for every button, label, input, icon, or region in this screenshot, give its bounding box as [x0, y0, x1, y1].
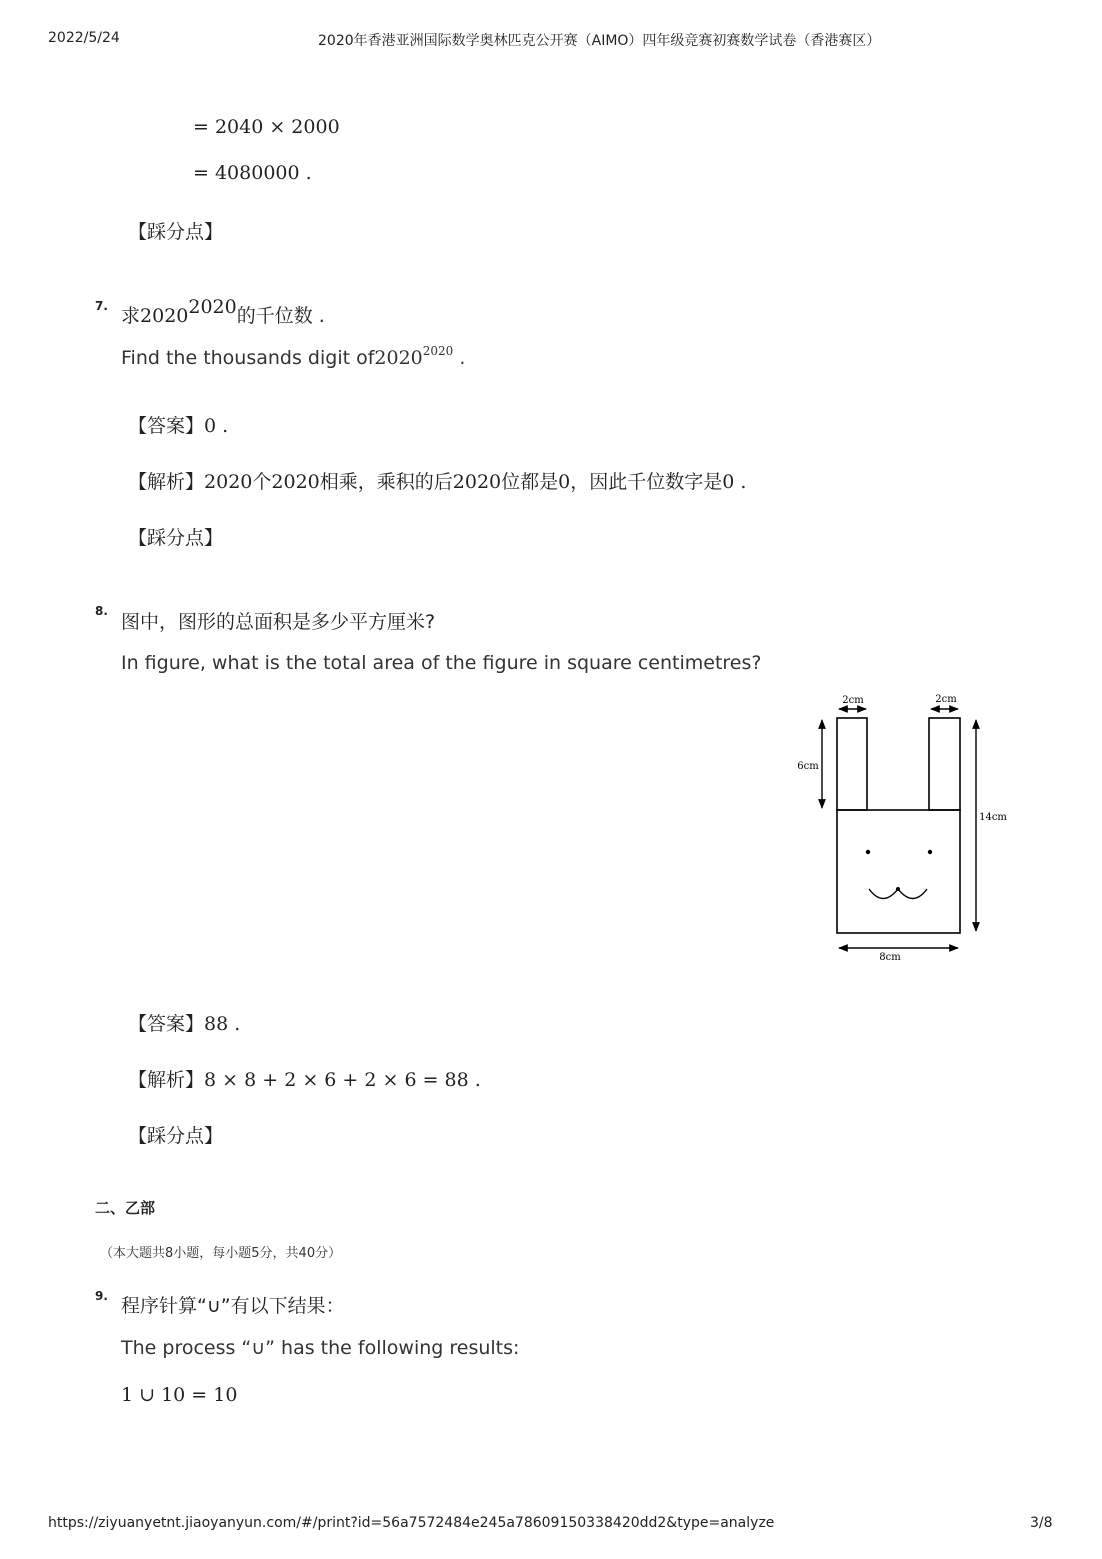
question-7-en: [121, 344, 466, 369]
continuation-line-2: = 4080000 .: [193, 162, 312, 184]
continuation-line-1: = 2040 × 2000: [193, 116, 340, 138]
ear-height-label: 6cm: [797, 761, 819, 772]
left-ear-rect: [837, 718, 867, 810]
q8-analysis-equation: 8 × 8 + 2 × 6 + 2 × 6 = 88 .: [204, 1069, 481, 1091]
q7-analysis: [128, 467, 746, 494]
left-eye-dot: [866, 850, 870, 854]
q7-analysis-num4: 0: [558, 471, 571, 493]
body-width-label: 8cm: [879, 952, 901, 963]
q7-analysis-text3: 位都是: [501, 471, 559, 493]
q7-analysis-text4: ，因此千位数字是: [570, 471, 723, 493]
question-number-9: 9.: [95, 1289, 108, 1303]
question-number-7: 7.: [95, 299, 108, 313]
analysis-tag: 【解析】: [128, 1069, 205, 1091]
total-height-label: 14cm: [979, 812, 1007, 823]
question-9-zh: 程序针算“∪”有以下结果：: [121, 1295, 345, 1317]
q7-analysis-num2: 2020: [271, 471, 320, 493]
question-8-en: In figure, what is the total area of the figure in square centimetres?: [121, 652, 762, 674]
q7-en-suffix: .: [453, 347, 466, 369]
rabbit-figure: [780, 688, 1020, 968]
q9-equation-1: 1 ∪ 10 = 10: [121, 1384, 238, 1406]
right-eye-dot: [928, 850, 932, 854]
section-2-note: （本大题共8小题，每小题5分，共40分）: [100, 1246, 342, 1261]
q7-analysis-num5: 0 .: [722, 471, 747, 493]
q7-zh-prefix: 求: [121, 305, 141, 327]
question-9-en: The process “∪” has the following results:: [121, 1337, 520, 1359]
q7-analysis-text2: 相乘，乘积的后: [319, 471, 453, 493]
left-ear-width-label: 2cm: [842, 695, 864, 706]
q8-answer: [128, 1009, 240, 1036]
scoring-points-tag: 【踩分点】: [128, 221, 224, 243]
q7-en-prefix: Find the thousands digit of: [121, 347, 375, 369]
right-ear-width-label: 2cm: [935, 694, 957, 705]
q7-zh-suffix: 的千位数 .: [236, 305, 325, 327]
header-date: 2022/5/24: [48, 30, 120, 46]
scoring-points-tag: 【踩分点】: [128, 527, 224, 549]
q7-answer: [128, 411, 228, 438]
q7-en-exponent: 2020: [422, 344, 454, 358]
question-7-zh: [121, 296, 325, 328]
question-8-zh: 图中，图形的总面积是多少平方厘米?: [121, 611, 436, 633]
body-square: [837, 810, 960, 933]
q7-zh-exponent: 2020: [188, 296, 237, 318]
header-title: 2020年香港亚洲国际数学奥林匹克公开赛（AIMO）四年级竞赛初赛数学试卷（香港赛区）: [318, 33, 881, 49]
scoring-points-tag: 【踩分点】: [128, 1125, 224, 1147]
q7-analysis-num3: 2020: [452, 471, 502, 493]
q7-analysis-text1: 个: [252, 471, 272, 493]
footer-page-number: 3/8: [1030, 1515, 1053, 1531]
section-2-title: 二、乙部: [95, 1199, 156, 1217]
q7-analysis-num1: 2020: [204, 471, 253, 493]
right-ear-rect: [929, 718, 960, 810]
answer-tag: 【答案】: [128, 1013, 205, 1035]
q7-en-base: 2020: [374, 347, 423, 369]
footer-url: https://ziyuanyetnt.jiaoyanyun.com/#/print?id=56a7572484e245a78609150338420dd2&type=analyze: [48, 1515, 775, 1531]
q7-answer-value: 0 .: [204, 415, 229, 437]
question-number-8: 8.: [95, 604, 108, 618]
q8-analysis: [128, 1065, 481, 1092]
q8-answer-value: 88 .: [204, 1013, 241, 1035]
q7-zh-base: 2020: [140, 305, 189, 327]
answer-tag: 【答案】: [128, 415, 205, 437]
analysis-tag: 【解析】: [128, 471, 205, 493]
